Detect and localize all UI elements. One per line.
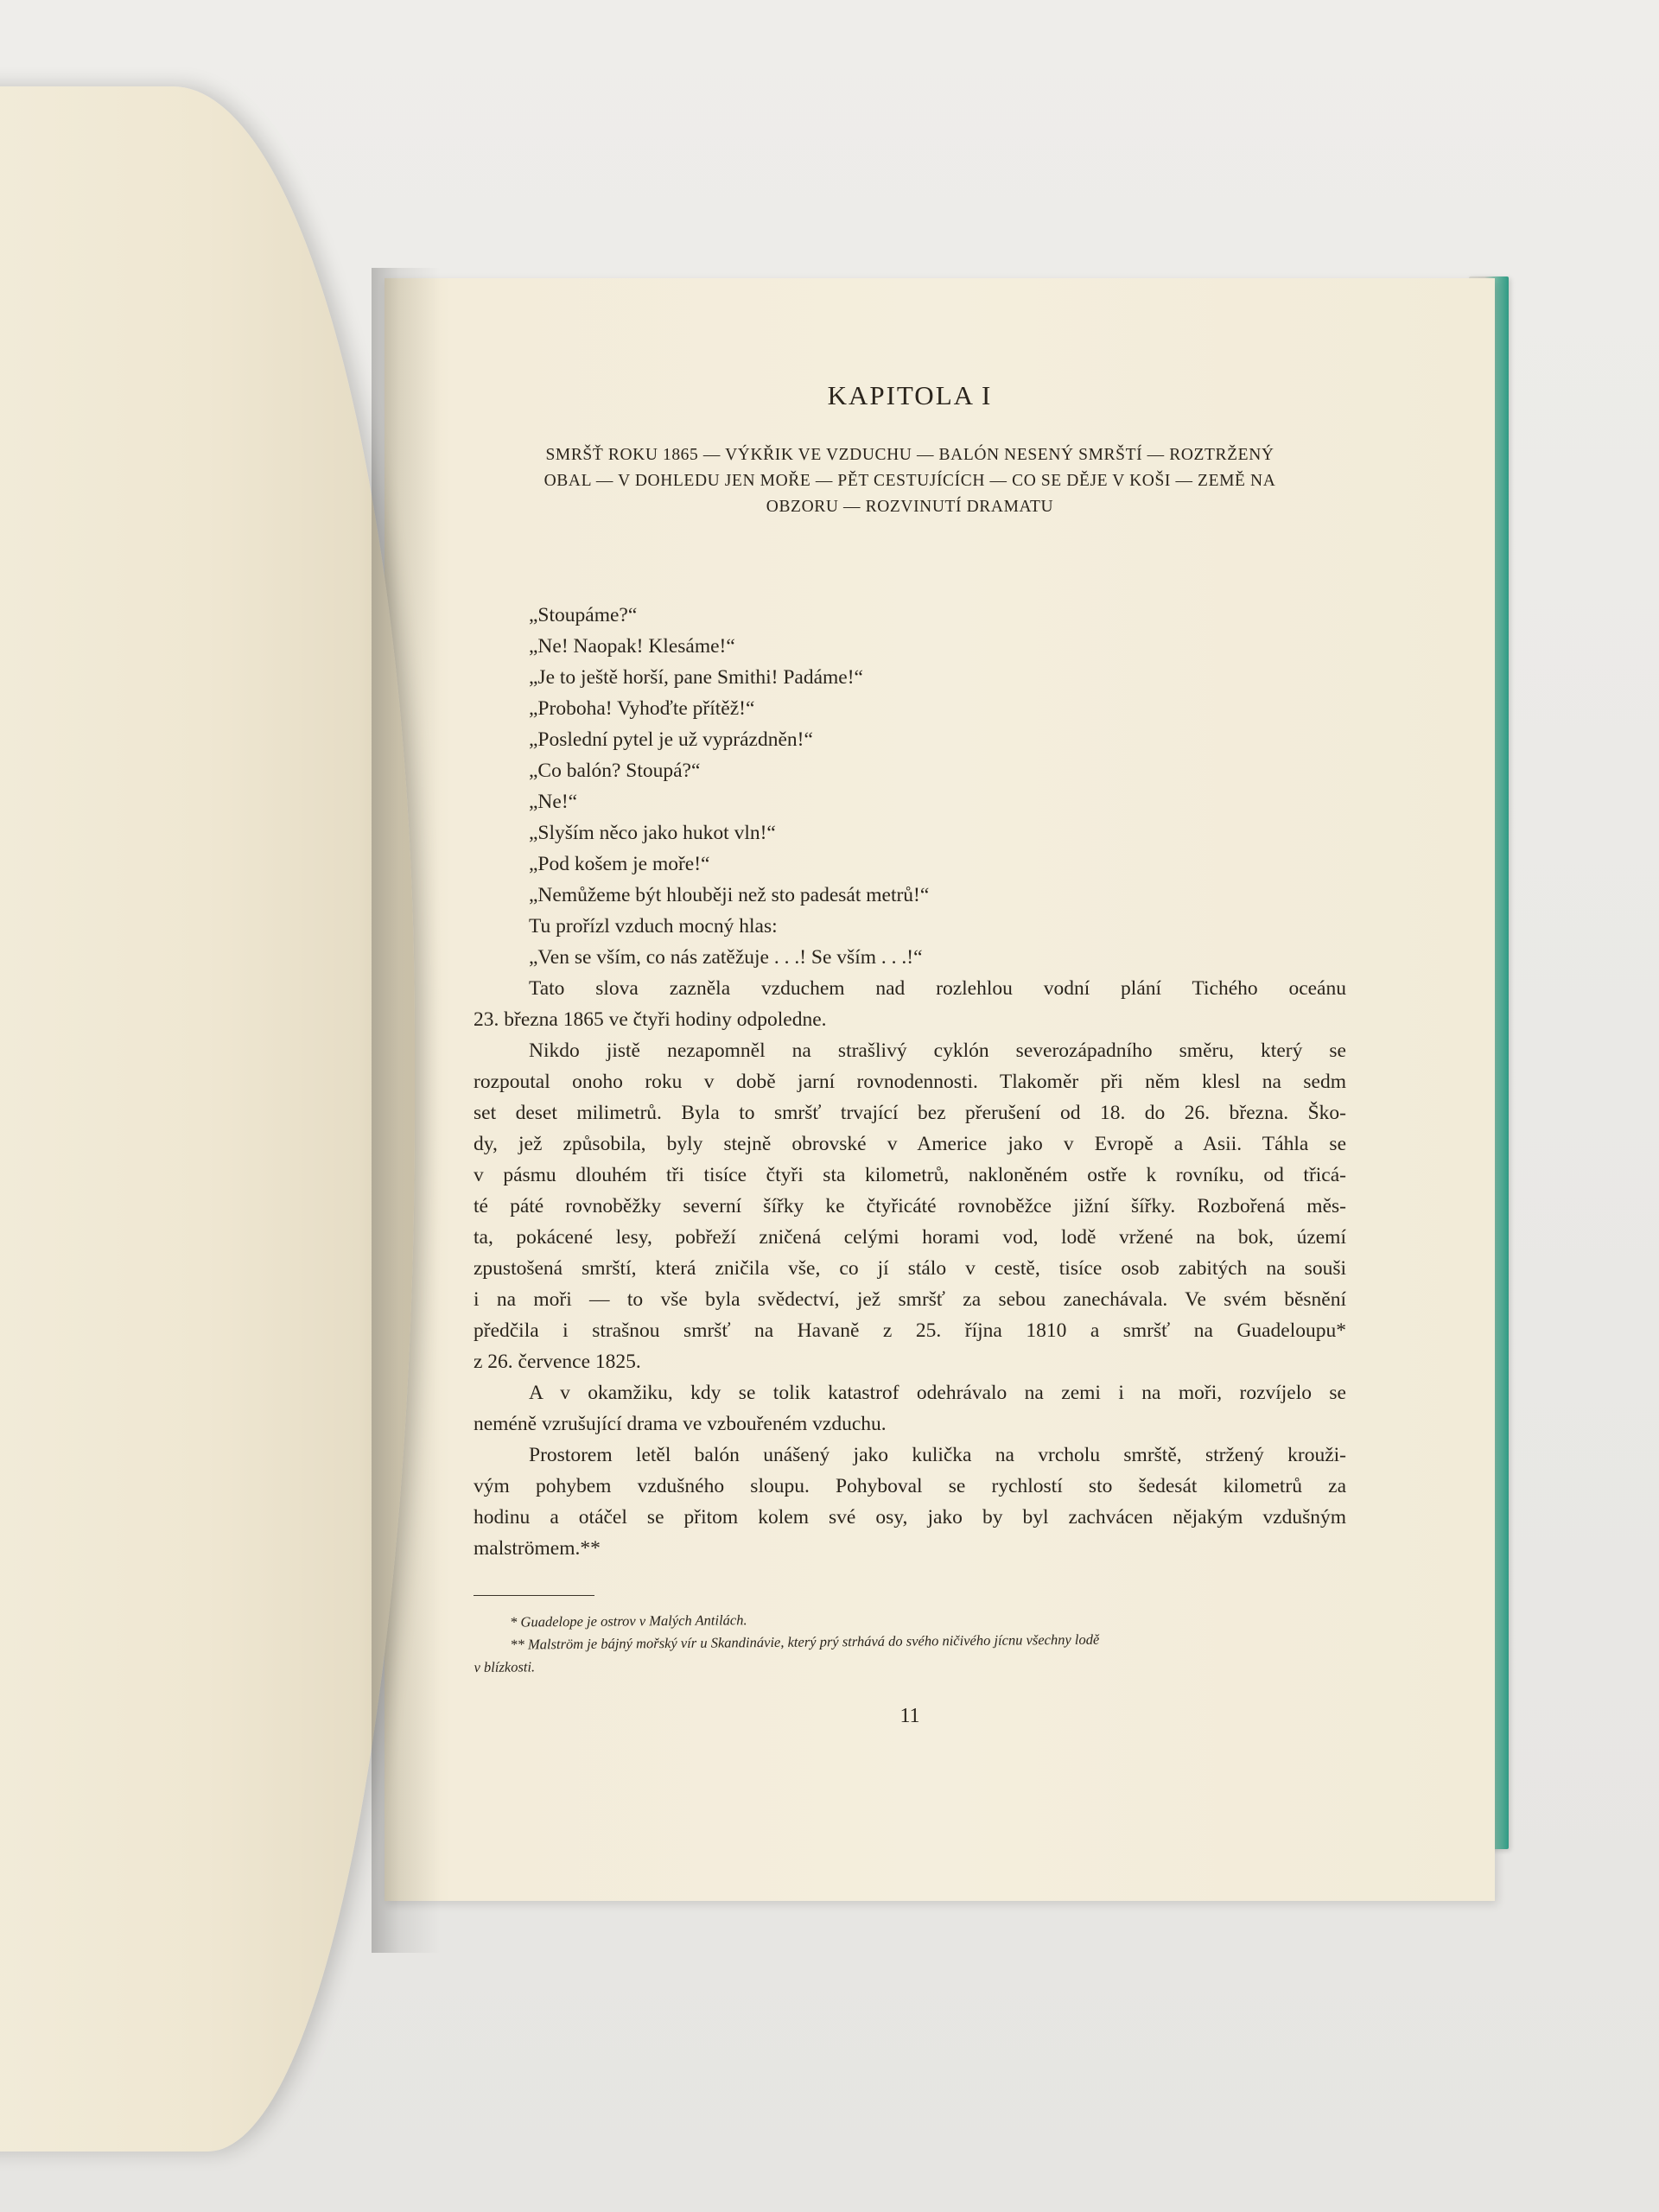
dialogue-line: „Proboha! Vyhoďte přítěž!“ [529,697,755,720]
paragraph-line: dy, jež způsobila, byly stejně obrovské v Americe jako v Evropě a Asii. Táhla se [474,1133,1346,1155]
paragraph-line: Nikdo jistě nezapomněl na strašlivý cyklón severozápadního směru, který se [529,1039,1346,1062]
dialogue-block [474,600,1346,973]
summary-line: OBAL — V DOHLEDU JEN MOŘE — PĚT CESTUJÍCÍCH — CO SE DĚJE V KOŠI — ZEMĚ NA [543,472,1276,490]
dialogue-line: „Ne! Naopak! Klesáme!“ [529,635,735,658]
paragraph-line: vým pohybem vzdušného sloupu. Pohyboval se rychlostí sto šedesát kilometrů za [474,1475,1346,1497]
dialogue-line: „Nemůžeme být hlouběji než sto padesát metrů!“ [529,884,930,906]
dialogue-line: „Stoupáme?“ [529,604,638,626]
paragraph-line: té páté rovnoběžky severní šířky ke čtyřicáté rovnoběžce jižní šířky. Rozbořená měs- [474,1195,1346,1217]
footnote: * Guadelope je ostrov v Malých Antilách. [510,1611,747,1630]
dialogue-line: Tu prořízl vzduch mocný hlas: [529,915,778,938]
chapter-summary [474,442,1346,520]
chapter-title: KAPITOLA I [827,380,993,410]
paragraph-line: malströmem.** [474,1537,601,1560]
paragraph-line: A v okamžiku, kdy se tolik katastrof odehrávalo na zemi i na moři, rozvíjelo se [529,1382,1346,1404]
paragraph-line: z 26. července 1825. [474,1351,641,1373]
footnote: ** Malström je bájný mořský vír u Skandinávie, který prý strhává do svého ničivého jícnu všechny lodě [510,1630,1100,1653]
paragraph [474,1440,1346,1564]
dialogue-line: „Ne!“ [529,791,578,813]
dialogue-line: „Slyším něco jako hukot vln!“ [529,822,776,844]
paragraph-line: zpustošená smrští, která zničila vše, co jí stálo v cestě, tisíce osob zabitých na souši [474,1257,1346,1280]
paragraph-line: v pásmu dlouhém tři tisíce čtyři sta kilometrů, nakloněném ostře k rovníku, od třicá- [474,1164,1346,1186]
footnotes [474,1604,1347,1679]
paragraph-line: předčila i strašnou smršť na Havaně z 25. října 1810 a smršť na Guadeloupu* [474,1319,1346,1342]
paragraph [474,1377,1346,1440]
page-content [474,380,1346,1728]
dialogue-line: „Co balón? Stoupá?“ [529,760,701,782]
footnote-divider [474,1595,594,1596]
paragraph-line: rozpoutal onoho roku v době jarní rovnodennosti. Tlakoměr při něm klesl na sedm [474,1071,1346,1093]
footnote: v blízkosti. [474,1658,536,1675]
page-number: 11 [899,1705,920,1727]
gutter-shadow [372,268,441,1953]
dialogue-line: „Poslední pytel je už vyprázdněn!“ [529,728,813,751]
paragraph [474,1035,1346,1377]
paragraph-line: set deset milimetrů. Byla to smršť trvající bez přerušení od 18. do 26. března. Ško- [474,1102,1346,1124]
paragraph-line: i na moři — to vše byla svědectví, jež smršť za sebou zanechávala. Ve svém běsnění [474,1288,1346,1311]
summary-line: OBZORU — ROZVINUTÍ DRAMATU [766,498,1054,516]
paragraph-line: 23. března 1865 ve čtyři hodiny odpoledne. [474,1008,827,1031]
paragraph-line: ta, pokácené lesy, pobřeží zničená celými horami vod, lodě vržené na bok, území [474,1226,1346,1249]
paragraph-line: hodinu a otáčel se přitom kolem své osy, jako by byl zachvácen nějakým vzdušným [474,1506,1346,1529]
chapter-text [474,600,1346,1564]
summary-line: SMRŠŤ ROKU 1865 — VÝKŘIK VE VZDUCHU — BALÓN NESENÝ SMRŠTÍ — ROZTRŽENÝ [545,446,1274,464]
dialogue-line: „Je to ještě horší, pane Smithi! Padáme!“ [529,666,863,689]
dialogue-line: „Ven se vším, co nás zatěžuje . . .! Se vším . . .!“ [529,946,923,969]
paragraph-line: Prostorem letěl balón unášený jako kulička na vrcholu smrště, stržený krouži- [529,1444,1346,1466]
paragraph-line: Tato slova zazněla vzduchem nad rozlehlou vodní plání Tichého oceánu [529,977,1346,1000]
paragraph-line: neméně vzrušující drama ve vzbouřeném vzduchu. [474,1413,887,1435]
dialogue-line: „Pod košem je moře!“ [529,853,710,875]
paragraph [474,973,1346,1035]
